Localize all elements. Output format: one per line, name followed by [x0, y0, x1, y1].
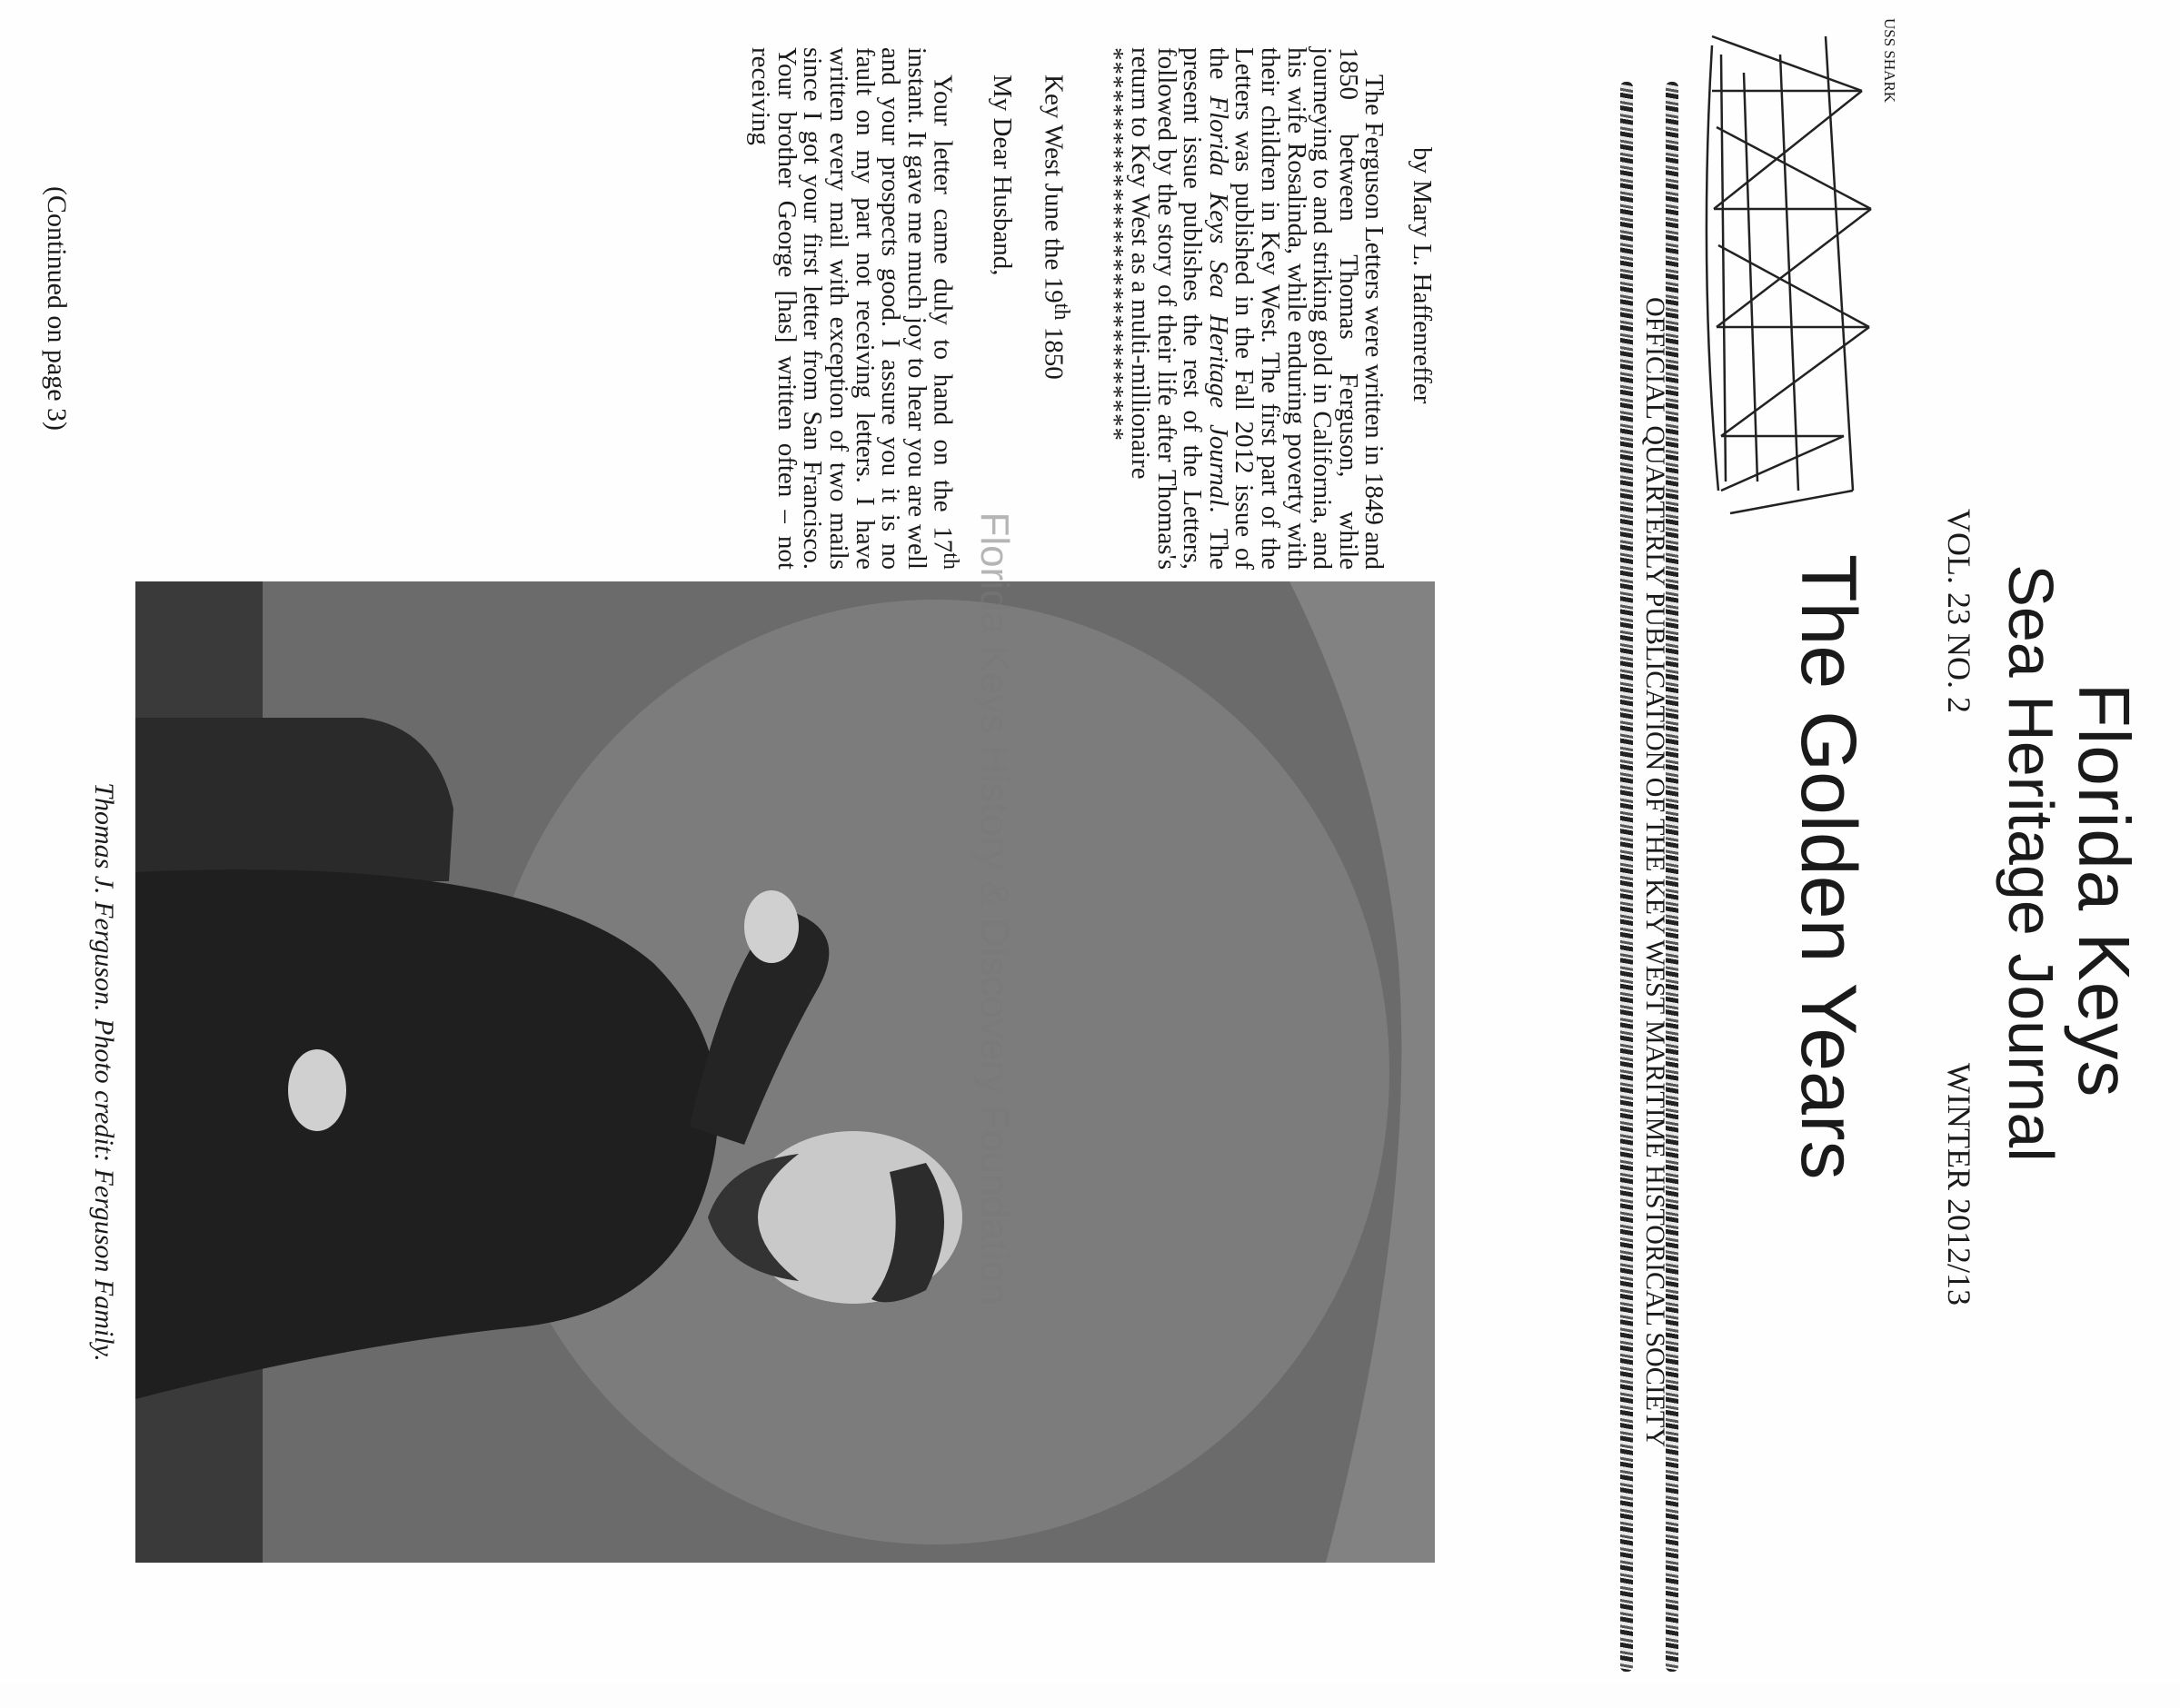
chair [135, 718, 453, 881]
rope-divider-bottom [1620, 82, 1633, 1672]
ship-rigging [1712, 36, 1871, 491]
volume-number: VOL. 23 NO. 2 [1941, 509, 1977, 713]
article-column [748, 47, 1435, 570]
official-publication-line: OFFICIAL QUARTERLY PUBLICATION OF THE KEY WEST MARITIME HISTORICAL SOCIETY [1640, 296, 1670, 1448]
ship-deck [1721, 55, 1726, 482]
figure-hand [744, 890, 799, 963]
ship-drawing [1698, 18, 1880, 527]
ship-bowsprit [1730, 491, 1853, 513]
portrait-photo [135, 581, 1435, 1563]
article-title: The Golden Years [1785, 554, 1872, 1180]
journal-subtitle: Sea Heritage Journal [1996, 564, 2066, 1162]
ship-label: USS SHARK [1881, 18, 1898, 104]
byline: by Mary L. Haffenreffer [1408, 147, 1437, 404]
letter-dateline: Key West June the 19th 1850 [1039, 74, 1074, 380]
letter-salutation: My Dear Husband, [987, 74, 1017, 276]
letter-body: Your letter came duly to hand on the 17th instant. It gave me much joy to hear you are well and your prospects good. I assure you it is no fault on my part not receiving letters. I have written every mail with exception of two mails since I got your first letter from San Francisco. Your brother George [has] written often – not receiving [746, 47, 964, 570]
portrait-illustration [135, 581, 1435, 1563]
intro-paragraph: The Ferguson Letters were written in 1849 and 1850 between Thomas Ferguson, while journeying to and striking gold in California, and his wife Rosalinda, while enduring poverty with their children in Key West. The first part of the Letters was published in the Fall 2012 issue of the Florida Keys Sea Heritage Journal. The present issue publishes the rest of the Letters, followed by the story of their life after Thomas's return to Key West as a multi-millionaire [1126, 47, 1389, 570]
photo-caption: Thomas J. Ferguson. Photo credit: Ferguson Family. [89, 782, 119, 1362]
issue-season: WINTER 2012/13 [1941, 1063, 1977, 1306]
watermark: Florida Keys History & Discovery Foundation [972, 511, 1017, 1306]
figure-hand [288, 1049, 346, 1131]
separator-stars: **************************** [1100, 47, 1130, 442]
ship-hull [1707, 45, 1718, 491]
continued-note: (Continued on page 3) [42, 185, 72, 432]
journal-title: Florida Keys [2064, 682, 2145, 1098]
